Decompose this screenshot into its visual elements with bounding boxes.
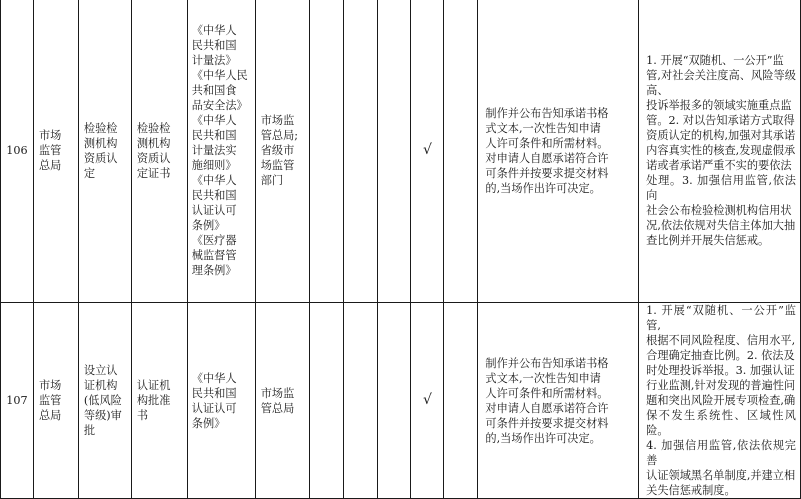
department-cell [33, 303, 78, 499]
subitem-cell [131, 0, 187, 303]
empty-cell [343, 303, 377, 499]
empty-cell [343, 0, 377, 303]
checkmark: √ [423, 392, 432, 408]
row-number: 107 [1, 303, 34, 499]
supervision-measures-cell [639, 303, 801, 499]
item-cell [78, 0, 131, 303]
empty-cell [377, 303, 411, 499]
legal-basis-cell [187, 303, 255, 499]
subitem-text: 认证机 构批准 书 [136, 379, 171, 422]
authority-cell [255, 303, 309, 499]
empty-cell [444, 303, 478, 499]
empty-cell [377, 0, 411, 303]
checkmark-cell [411, 0, 444, 303]
legal-basis-cell [187, 0, 255, 303]
empty-cell [309, 0, 343, 303]
reform-approach-cell [478, 0, 639, 303]
supervision-measures-text: 1. 开展“双随机、一公开”监 管,对社会关注度高、风险等级高、 投诉举报多的领域实施重点监 管。2. 对以告知承诺方式取得 资质认定的机构,加强对其承诺 内容真实性的核查,发现虚假承 诺或者承诺严重不实的要依法 处理。3. 加强信用监管,依法向 社会公布检验检测机构信用状 况,依法依规对失信主体加大抽 查比例并开展失信惩戒。 [646, 54, 796, 247]
authority-cell [255, 0, 309, 303]
reform-approach-text: 制作并公布告知承诺书格 式文本,一次性告知申请 人许可条件和所需材料。 对申请人自愿承诺符合许 可条件并按要求提交材料 的,当场作出许可决定。 [485, 356, 609, 445]
reform-approach-text: 制作并公布告知承诺书格 式文本,一次性告知申请 人许可条件和所需材料。 对申请人自愿承诺符合许 可条件并按要求提交材料 的,当场作出许可决定。 [485, 106, 609, 195]
item-cell [78, 303, 131, 499]
department-cell [33, 0, 78, 303]
legal-basis-text: 《中华人 民共和国 认证认可 条例》 [191, 371, 237, 430]
supervision-measures-text: 1. 开展“双随机、一公开”监管, 根据不同风险程度、信用水平, 合理确定抽查比例。2. 依法及 时处理投诉举报。3. 加强认证 行业监测,针对发现的普遍性问 题和突出风险开展专项检查,确 保不发生系统性、区域性风险。 4. 加强信用监管,依法依规完善 认证领域黑名单制度,并建立相 关失信惩戒制度。 [646, 304, 796, 497]
subitem-text: 检验检 测机构 资质认 定证书 [136, 121, 171, 180]
authority-text: 市场监 管总局; 省级市 场监管 部门 [260, 114, 299, 187]
department-text: 市场 监管 总局 [38, 379, 62, 422]
checkmark-cell [411, 303, 444, 499]
empty-cell [309, 303, 343, 499]
checkmark: √ [423, 142, 432, 158]
subitem-cell [131, 303, 187, 499]
reform-approach-cell [478, 303, 639, 499]
row-number: 106 [1, 0, 34, 303]
item-text: 设立认 证机构 (低风险 等级)审 批 [83, 364, 122, 437]
item-text: 检验检 测机构 资质认 定 [83, 121, 118, 180]
department-text: 市场 监管 总局 [38, 129, 62, 172]
supervision-measures-cell [639, 0, 801, 303]
legal-basis-text: 《中华人 民共和国 计量法》 《中华人民 共和国食 品安全法》 《中华人 民共和国 计量法实 施细则》 《中华人 民共和国 认证认可 条例》 《医疗器 械监督管 理条例》 [191, 24, 248, 277]
table-row [1, 0, 801, 303]
authority-text: 市场监 管总局 [260, 386, 295, 415]
table-row [1, 303, 801, 499]
empty-cell [444, 0, 478, 303]
